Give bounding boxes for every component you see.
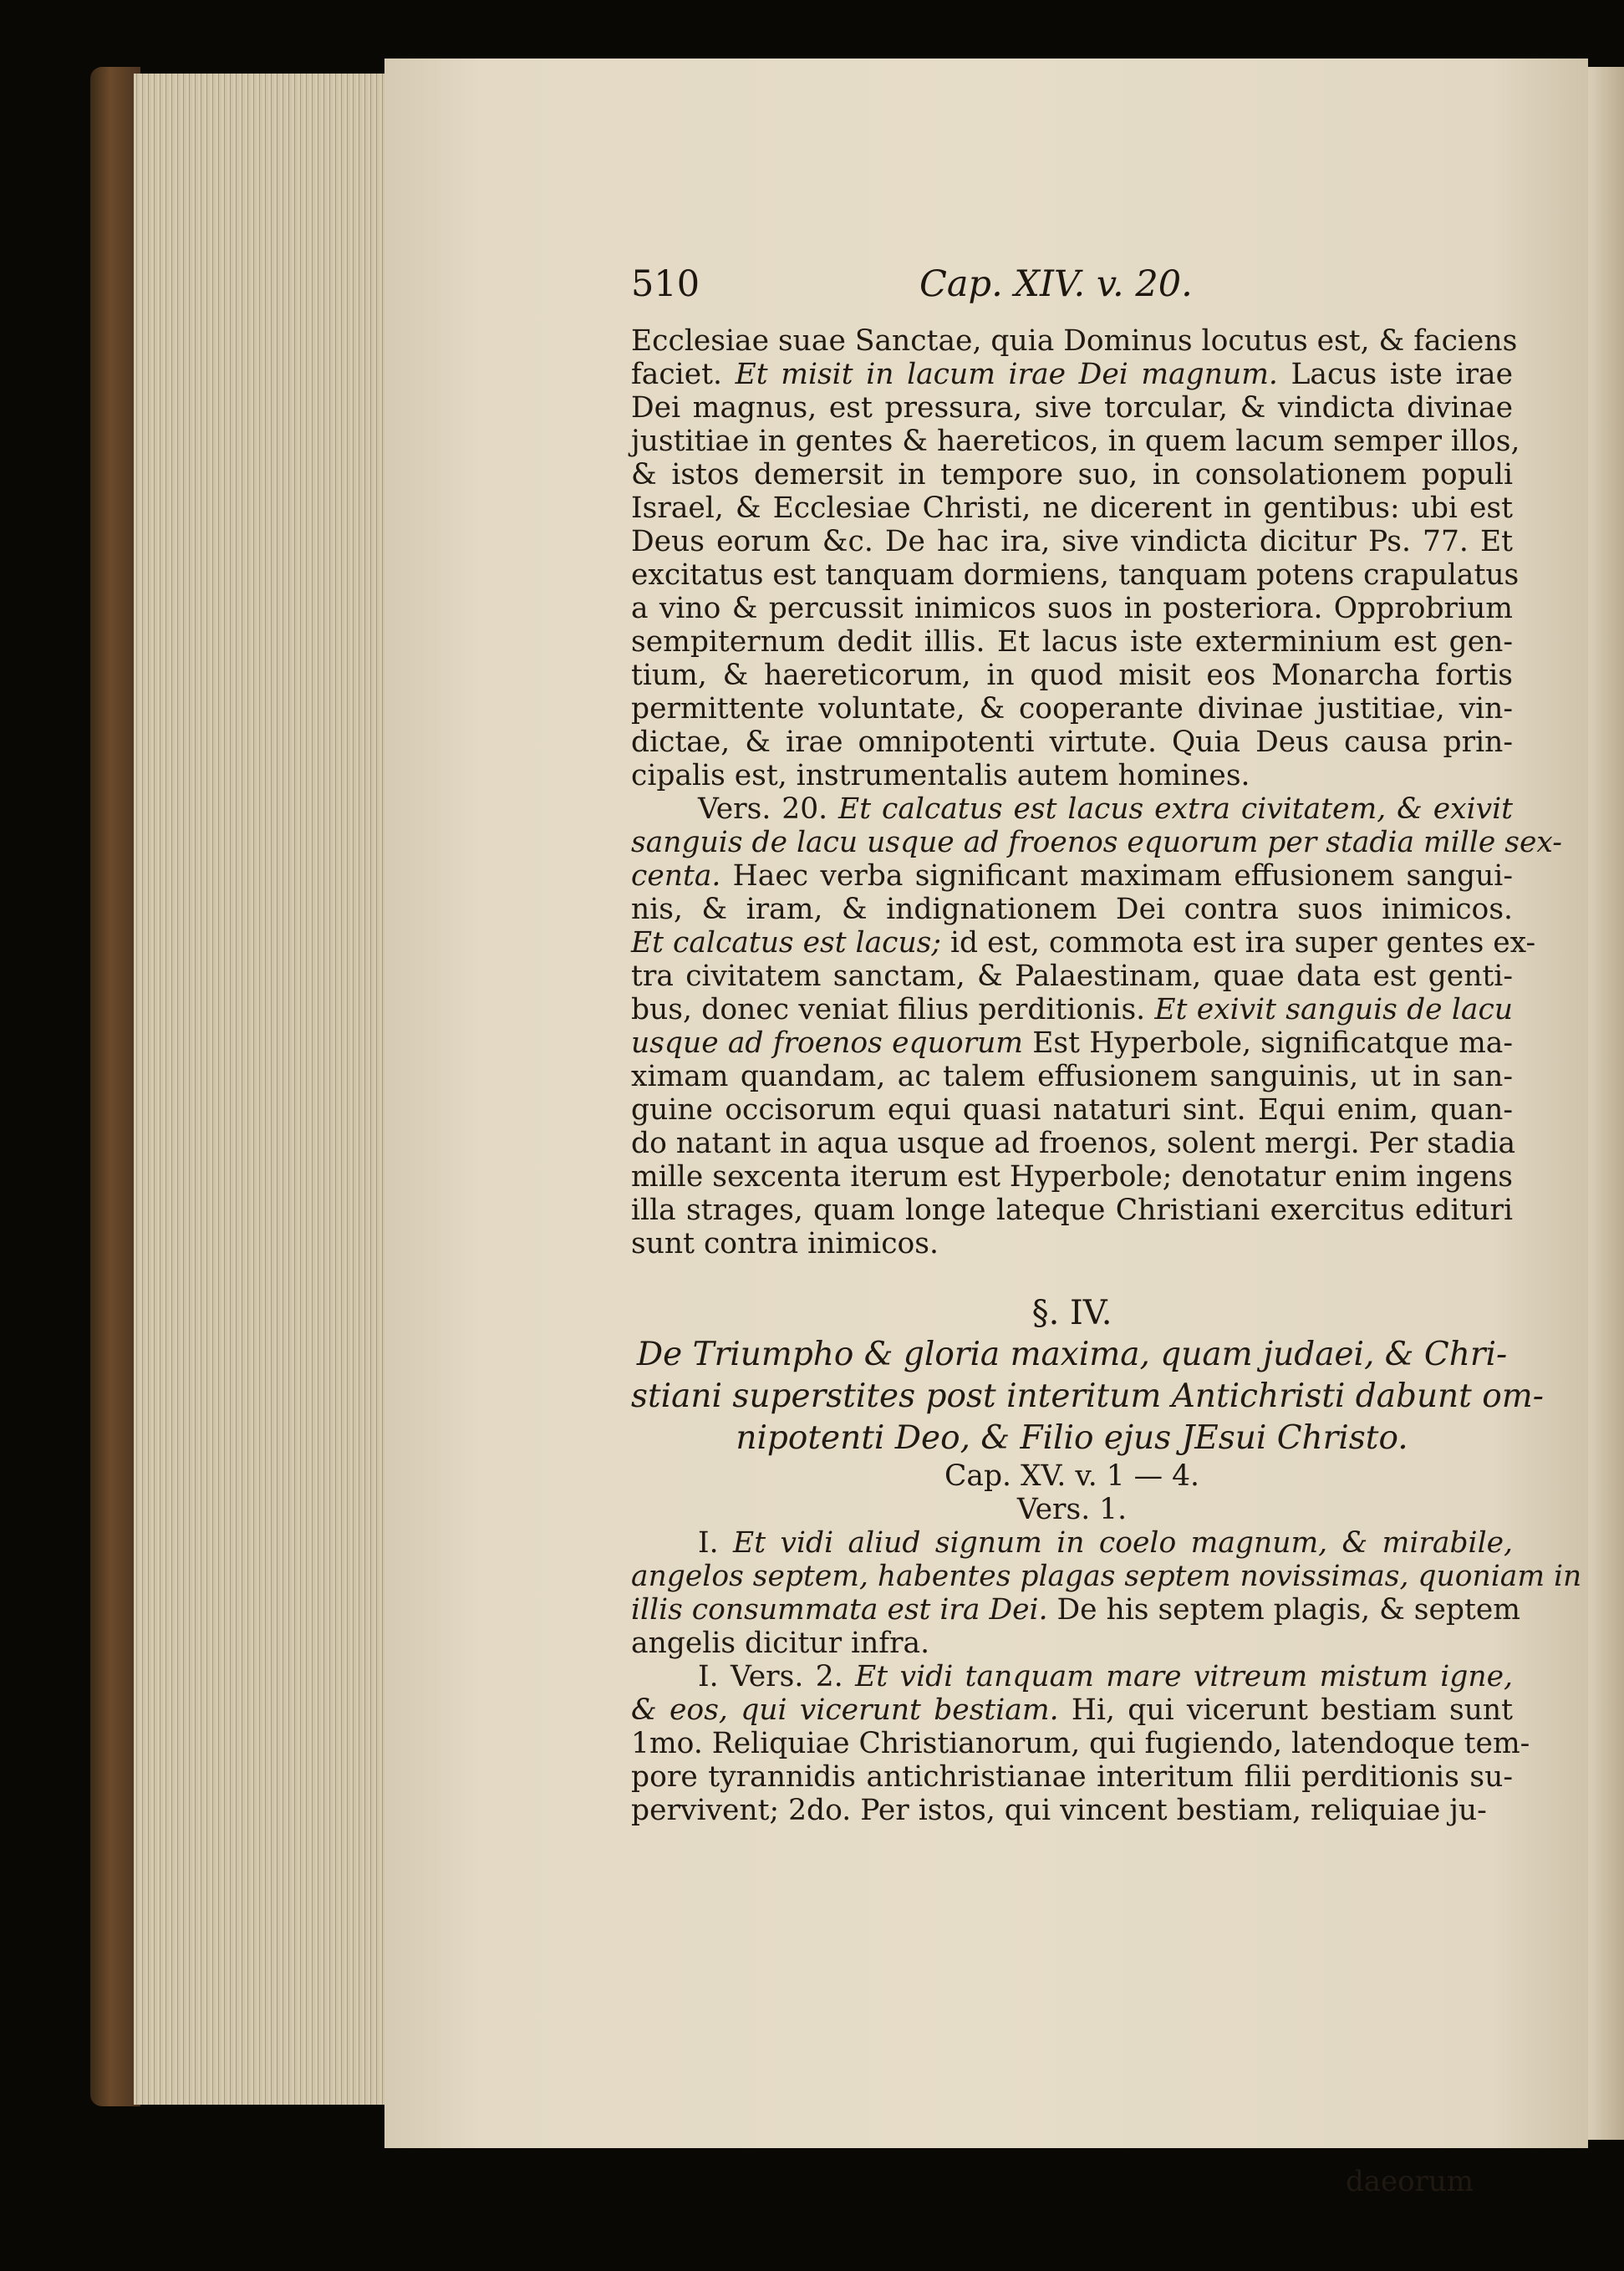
italic-segment: sanguis de lacu usque ad froenos equorum per stadia mille sex-	[631, 826, 1562, 859]
page-stack	[134, 74, 393, 2105]
italic-segment: usque ad froenos equorum	[631, 1026, 1024, 1060]
text-line: sempiternum dedit illis. Et lacus iste exterminium est gen-	[631, 625, 1513, 659]
text-line: nis, & iram, & indignationem Dei contra suos inimicos.	[631, 893, 1513, 926]
text-line: Ecclesiae suae Sanctae, quia Dominus locutus est, & faciens	[631, 324, 1518, 358]
text-line	[631, 826, 1562, 859]
roman-segment: Vers. 20.	[698, 792, 839, 826]
text-line: mille sexcenta iterum est Hyperbole; denotatur enim ingens	[631, 1160, 1513, 1194]
text-line: dictae, & irae omnipotenti virtute. Quia Deus causa prin-	[631, 726, 1513, 759]
text-line	[631, 792, 1513, 826]
text-line	[631, 1660, 1513, 1693]
text-line	[631, 926, 1536, 960]
roman-segment: Lacus iste irae	[1277, 358, 1513, 391]
roman-segment: I.	[698, 1526, 734, 1560]
text-line: tium, & haereticorum, in quod misit eos Monarcha fortis	[631, 659, 1513, 692]
italic-segment: Et vidi tanquam mare vitreum mistum igne,	[855, 1660, 1513, 1693]
text-line	[631, 993, 1513, 1026]
text-line	[631, 1026, 1513, 1060]
section-title-line: stiani superstites post interitum Antichristi dabunt om-	[631, 1377, 1544, 1415]
italic-segment: Et calcatus est lacus;	[631, 926, 942, 960]
text-line: angelis dicitur infra.	[631, 1627, 930, 1660]
text-line: pore tyrannidis antichristianae interitum filii perditionis su-	[631, 1760, 1513, 1794]
italic-segment: Et calcatus est lacus extra civitatem, & exivit	[838, 792, 1513, 826]
text-line	[631, 1693, 1513, 1727]
italic-segment: Et misit in lacum irae Dei magnum.	[735, 358, 1278, 391]
page-number: 510	[631, 263, 700, 305]
catchword: daeorum	[1346, 2165, 1474, 2198]
roman-segment: bus, donec veniat filius perditionis.	[631, 993, 1155, 1026]
chapter-reference: Cap. XV. v. 1 — 4.	[944, 1459, 1199, 1493]
section-title-line: De Triumpho & gloria maxima, quam judaei, & Chri-	[636, 1336, 1508, 1373]
roman-segment: id est, commota est ira super gentes ex-	[941, 926, 1536, 960]
italic-segment: illis consummata est ira Dei.	[631, 1593, 1048, 1627]
italic-segment: Et vidi aliud signum in coelo magnum, & mirabile,	[733, 1526, 1514, 1560]
section-heading: §. IV.	[1031, 1294, 1112, 1332]
text-line: justitiae in gentes & haereticos, in quem lacum semper illos,	[631, 425, 1520, 458]
italic-segment: angelos septem, habentes plagas septem novissimas, quoniam in	[631, 1560, 1582, 1593]
text-line: do natant in aqua usque ad froenos, solent mergi. Per stadia	[631, 1127, 1516, 1160]
text-line: 1mo. Reliquiae Christianorum, qui fugiendo, latendoque tem-	[631, 1727, 1530, 1760]
roman-segment: I. Vers. 2.	[698, 1660, 856, 1693]
section-title-line: nipotenti Deo, & Filio ejus JEsui Christo.	[736, 1419, 1408, 1457]
text-line	[631, 1593, 1520, 1627]
text-line: guine occisorum equi quasi nataturi sint. Equi enim, quan-	[631, 1093, 1513, 1127]
text-line: sunt contra inimicos.	[631, 1227, 939, 1260]
text-line: excitatus est tanquam dormiens, tanquam potens crapulatus	[631, 558, 1520, 592]
roman-segment: faciet.	[631, 358, 736, 391]
text-line: cipalis est, instrumentalis autem homines.	[631, 759, 1250, 792]
page-body-text	[631, 324, 1582, 1827]
roman-segment: Est Hyperbole, significatque ma-	[1023, 1026, 1514, 1060]
text-line: & istos demersit in tempore suo, in consolationem populi	[631, 458, 1513, 491]
italic-segment: centa.	[631, 859, 721, 893]
text-line: pervivent; 2do. Per istos, qui vincent bestiam, reliquiae ju-	[631, 1794, 1487, 1827]
book-spine-edge	[90, 67, 140, 2106]
text-line: illa strages, quam longe lateque Christiani exercitus edituri	[631, 1194, 1513, 1227]
text-line	[631, 1560, 1582, 1593]
page-header	[631, 263, 1513, 313]
text-line: permittente voluntate, & cooperante divinae justitiae, vin-	[631, 692, 1513, 726]
facing-page-edge	[1588, 67, 1624, 2140]
roman-segment: Hi, qui vicerunt bestiam sunt	[1058, 1693, 1513, 1727]
italic-segment: Et exivit sanguis de lacu	[1154, 993, 1513, 1026]
text-line	[631, 859, 1513, 893]
text-line	[631, 358, 1513, 391]
running-head: Cap. XIV. v. 20.	[919, 263, 1193, 305]
text-line: Israel, & Ecclesiae Christi, ne dicerent in gentibus: ubi est	[631, 491, 1513, 525]
verse-label: Vers. 1.	[1016, 1493, 1128, 1526]
roman-segment: Haec verba significant maximam effusionem sangui-	[720, 859, 1513, 893]
text-line: tra civitatem sanctam, & Palaestinam, quae data est genti-	[631, 960, 1513, 993]
text-line: Deus eorum &c. De hac ira, sive vindicta dicitur Ps. 77. Et	[631, 525, 1513, 558]
text-line	[631, 1526, 1513, 1560]
italic-segment: & eos, qui vicerunt bestiam.	[631, 1693, 1059, 1727]
text-line: a vino & percussit inimicos suos in posteriora. Opprobrium	[631, 592, 1513, 625]
text-line: Dei magnus, est pressura, sive torcular, & vindicta divinae	[631, 391, 1513, 425]
text-line: ximam quandam, ac talem effusionem sanguinis, ut in san-	[631, 1060, 1513, 1093]
roman-segment: De his septem plagis, & septem	[1047, 1593, 1520, 1627]
